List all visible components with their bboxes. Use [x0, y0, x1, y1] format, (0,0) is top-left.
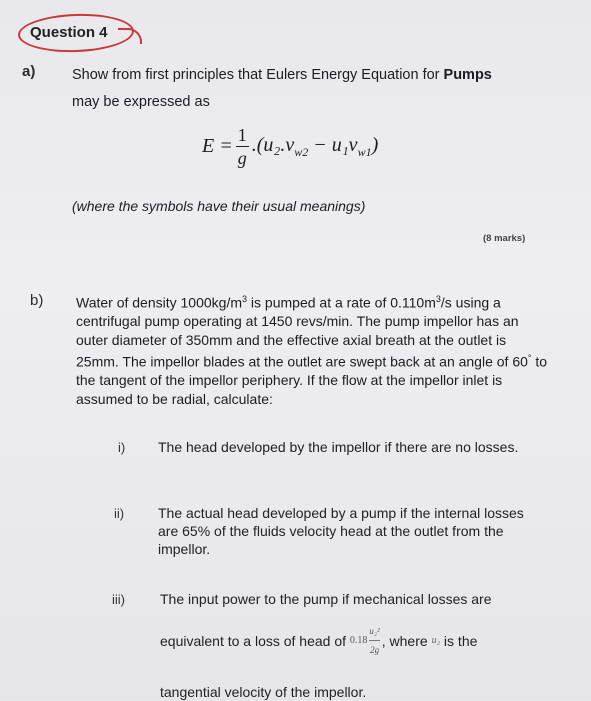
- loss-fraction-numerator: u₂²: [369, 622, 379, 641]
- equation-fraction: [236, 124, 249, 169]
- euler-equation: [202, 124, 378, 169]
- part-b-label: b): [30, 292, 44, 309]
- item-i-text: The head developed by the impellor if there are no losses.: [158, 439, 519, 455]
- item-iii-line1: The input power to the pump if mechanical losses are: [160, 591, 492, 607]
- item-ii-text: The actual head developed by a pump if the internal losses are 65% of the fluids velocity head at the outlet from the impellor.: [158, 505, 524, 557]
- part-b-paragraph: [76, 290, 548, 408]
- equation-denominator: g: [237, 148, 247, 168]
- part-b-degree: °: [527, 353, 532, 364]
- loss-fraction-denominator: 2g: [370, 645, 380, 655]
- part-b-text-3: /s using a centrifugal pump operating at 1450 revs/min. The pump impellor has an outer diameter of 350mm and the effective axial breath at the outlet is 25mm. The impellor blades at the outlet are swept back at an angle of 60: [76, 294, 528, 370]
- item-iii-text-mid: , where: [381, 632, 432, 649]
- equation-numerator: 1: [237, 125, 247, 145]
- loss-fraction: [369, 622, 379, 659]
- part-a-label: a): [22, 63, 36, 80]
- equation-sub-w2: w2: [294, 144, 309, 159]
- part-b-text-2: is pumped at a rate of 0.110m: [247, 294, 436, 311]
- equation-sub-w1: w1: [357, 144, 372, 159]
- part-a-line1: Show from first principles that Eulers Energy Equation for: [72, 67, 444, 83]
- part-a-line1-bold: Pumps: [443, 67, 492, 83]
- tangential-velocity-symbol: u₂: [431, 634, 441, 646]
- symbols-note: (where the symbols have their usual meanings): [72, 198, 366, 214]
- part-a-prompt: [72, 62, 552, 116]
- equation-rhs: [252, 134, 379, 160]
- part-b-text-4: to the tangent of the impellor periphery. If the flow at the impellor inlet is assumed to be radial, calculate:: [76, 353, 548, 407]
- loss-head-expression: [350, 622, 382, 659]
- loss-coefficient: 0.18: [349, 634, 368, 646]
- equation-rhs-end: ): [371, 133, 379, 156]
- item-iii-label: iii): [112, 592, 125, 607]
- item-iii-line2: [160, 622, 580, 659]
- equation-lhs: E =: [202, 135, 233, 157]
- part-b-sup-2: 3: [435, 294, 441, 304]
- item-i-label: i): [118, 440, 126, 455]
- item-iii-line3: tangential velocity of the impellor.: [160, 684, 367, 700]
- annotation-circle-tail: [118, 28, 142, 44]
- item-ii-label: ii): [114, 506, 125, 521]
- part-b-text-1: Water of density 1000kg/m: [76, 294, 243, 311]
- part-a-line2: may be expressed as: [72, 94, 210, 110]
- question-title: Question 4: [30, 24, 108, 41]
- item-iii-text-pre: equivalent to a loss of head of: [160, 632, 350, 649]
- equation-rhs-start: .(u₂.v: [251, 133, 295, 156]
- equation-rhs-mid: − u₁v: [308, 133, 358, 156]
- item-iii-text-end: is the: [440, 632, 478, 649]
- marks-label: (8 marks): [483, 233, 526, 244]
- part-b-sup-1: 3: [242, 294, 248, 304]
